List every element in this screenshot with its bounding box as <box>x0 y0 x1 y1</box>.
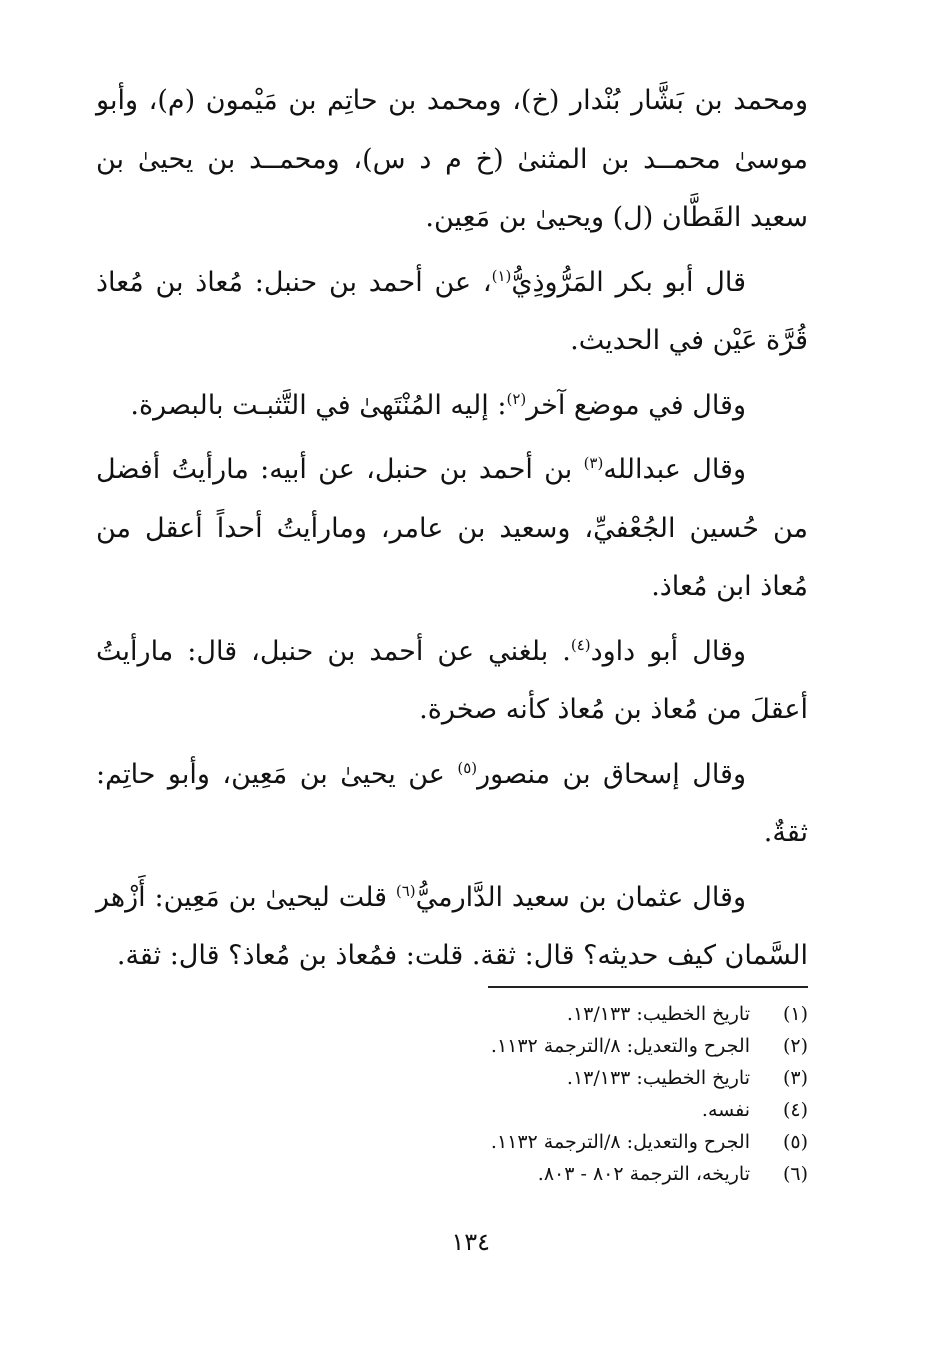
paragraph-text: وقال في موضع آخر <box>526 389 746 421</box>
paragraph <box>96 746 808 863</box>
footnote-reference: (٦) <box>395 881 416 900</box>
paragraph-text: وقال عثمان بن سعيد الدَّارميُّ <box>415 881 746 913</box>
paragraph-text: ومحمد بن بَشَّار بُنْدار (خ)، ومحمد بن حاتِم بن مَيْمون (م)، وأبو موسىٰ محمــد بن المثنىٰ (خ م د س)، ومحمــد بن يحيىٰ بن سعيد القَطَّان (ل) ويحيىٰ بن مَعِين. <box>96 85 808 233</box>
paragraph-text: ، عن أحمد بن حنبل: مُعاذ بن مُعاذ قُرَّة عَيْن في الحديث. <box>96 266 808 356</box>
book-page <box>96 72 808 1292</box>
paragraph-text: قال أبو بكر المَرُّوذِيُّ <box>511 266 747 298</box>
footnote-number: (٥) <box>782 1131 808 1153</box>
footnote-reference: (٣) <box>583 454 604 472</box>
footnote-number: (٣) <box>782 1067 808 1089</box>
footnote-text: تاريخ الخطيب: ١٣/١٣٣. <box>566 1003 750 1025</box>
footnote-separator <box>488 986 808 988</box>
paragraph <box>96 377 808 436</box>
main-text <box>96 72 808 986</box>
footnote-item <box>96 1062 808 1094</box>
paragraph-text: بن أحمد بن حنبل، عن أبيه: مارأيتُ أفضل من حُسين الجُعْفيِّ، وسعيد بن عامر، ومارأيتُ أحداً أعقل من مُعاذ ابن مُعاذ. <box>96 454 808 602</box>
footnote-number: (٤) <box>782 1099 808 1121</box>
paragraph-text: وقال إسحاق بن منصور <box>477 758 746 790</box>
footnote-text: الجرح والتعديل: ٨/الترجمة ١١٣٢. <box>490 1131 750 1153</box>
footnotes-list <box>96 998 808 1190</box>
footnote-text: نفسه. <box>701 1099 750 1121</box>
paragraph <box>96 254 808 371</box>
paragraph <box>96 623 808 740</box>
footnote-item <box>96 1126 808 1158</box>
paragraph-text: قلت ليحيىٰ بن مَعِين: أَزْهر السَّمان كيف حديثه؟ قال: ثقة. قلت: فمُعاذ بن مُعاذ؟ قال: ثقة. <box>96 881 808 971</box>
paragraph-text: . بلغني عن أحمد بن حنبل، قال: مارأيتُ أعقلَ من مُعاذ بن مُعاذ كأنه صخرة. <box>96 635 808 725</box>
footnote-item <box>96 998 808 1030</box>
footnote-reference: (٢) <box>506 389 527 408</box>
footnote-item <box>96 1094 808 1126</box>
footnote-number: (٦) <box>782 1163 808 1185</box>
paragraph-text: وقال عبدالله <box>603 454 747 485</box>
page-number: ١٣٤ <box>451 1228 490 1256</box>
footnote-reference: (١) <box>491 266 512 285</box>
footnote-reference: (٤) <box>570 635 591 654</box>
paragraph <box>96 72 808 248</box>
footnote-number: (١) <box>782 1003 808 1025</box>
footnote-item <box>96 1030 808 1062</box>
footnote-reference: (٥) <box>457 758 478 777</box>
paragraph-text: وقال أبو داود <box>590 635 746 667</box>
paragraph <box>96 869 808 986</box>
paragraph-text: : إليه المُنْتَهىٰ في التَّثبـت بالبصرة. <box>130 389 507 421</box>
footnote-item <box>96 1158 808 1190</box>
paragraph-text: عن يحيىٰ بن مَعِين، وأبو حاتِم: ثقةٌ. <box>96 758 808 848</box>
footnote-text: تاريخ الخطيب: ١٣/١٣٣. <box>566 1067 750 1089</box>
paragraph <box>96 441 808 617</box>
footnote-number: (٢) <box>782 1035 808 1057</box>
footnote-text: الجرح والتعديل: ٨/الترجمة ١١٣٢. <box>490 1035 750 1057</box>
footnote-text: تاريخه، الترجمة ٨٠٢ - ٨٠٣. <box>537 1163 750 1185</box>
